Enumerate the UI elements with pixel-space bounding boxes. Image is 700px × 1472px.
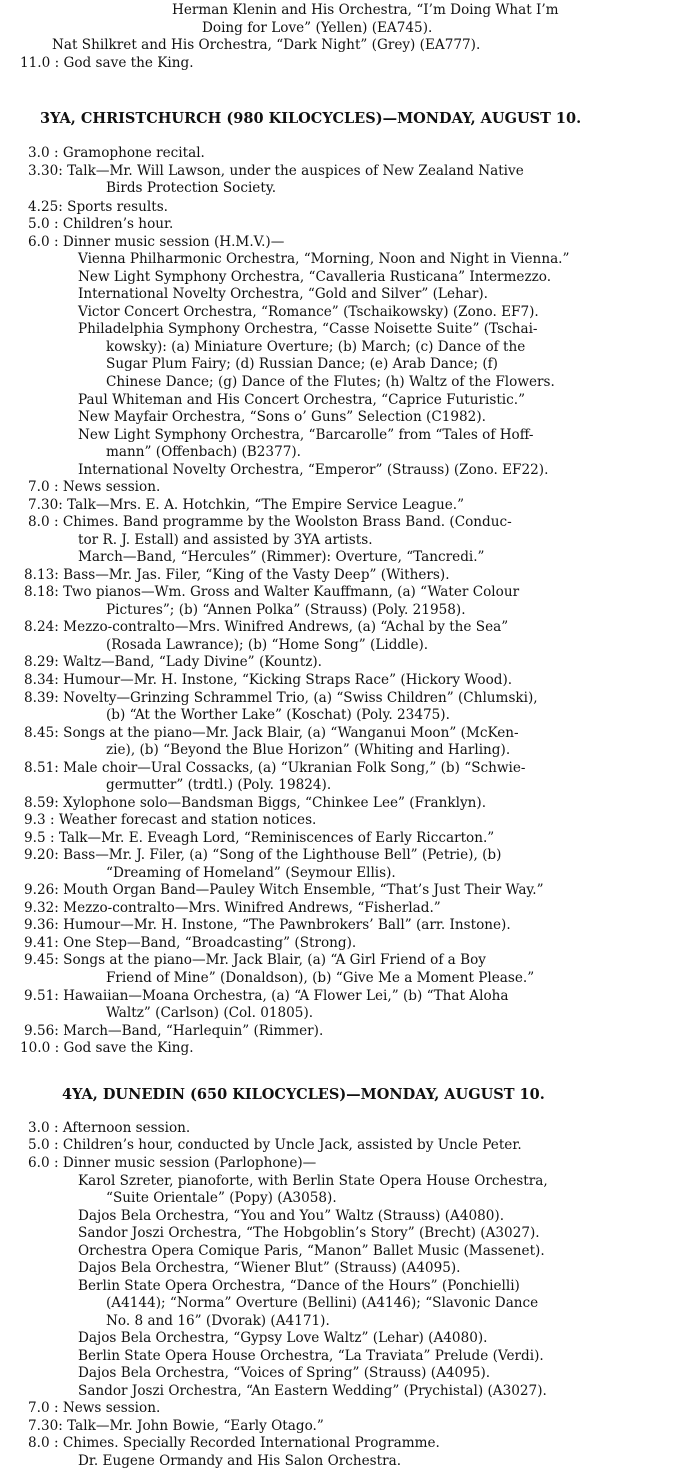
programme-line: 9.3 : Weather forecast and station notices. [24,812,317,829]
programme-line: germutter” (trdtl.) (Poly. 19824). [106,777,332,794]
programme-line: Orchestra Opera Comique Paris, “Manon” Ballet Music (Massenet). [78,1242,545,1259]
programme-line: New Mayfair Orchestra, “Sons o’ Guns” Selection (C1982). [78,409,486,426]
programme-line: No. 8 and 16” (Dvorak) (A4171). [106,1312,330,1329]
programme-line: Victor Concert Orchestra, “Romance” (Tschaikowsky) (Zono. EF7). [78,303,539,320]
programme-line: 8.59: Xylophone solo—Bandsman Biggs, “Chinkee Lee” (Franklyn). [24,794,487,811]
programme-line: Nat Shilkret and His Orchestra, “Dark Night” (Grey) (EA777). [52,37,481,54]
programme-line: Dajos Bela Orchestra, “Wiener Blut” (Strauss) (A4095). [78,1260,461,1277]
programme-line: Herman Klenin and His Orchestra, “I’m Doing What I’m [172,1,559,18]
programme-line: 9.51: Hawaiian—Moana Orchestra, (a) “A Flower Lei,” (b) “That Aloha [24,987,509,1004]
programme-line: Birds Protection Society. [106,180,277,197]
programme-line: International Novelty Orchestra, “Gold and Silver” (Lehar). [78,286,488,303]
programme-line: Waltz” (Carlson) (Col. 01805). [106,1005,314,1022]
programme-line: 3.0 : Gramophone recital. [28,145,205,162]
programme-line: Karol Szreter, pianoforte, with Berlin State Opera House Orchestra, [78,1172,548,1189]
programme-line: 11.0 : God save the King. [20,54,194,71]
section-heading-3ya: 3YA, CHRISTCHURCH (980 KILOCYCLES)—MONDAY, AUGUST 10. [40,110,582,128]
programme-line: zie), (b) “Beyond the Blue Horizon” (Whiting and Harling). [106,742,511,759]
programme-line: 7.30: Talk—Mr. John Bowie, “Early Otago.” [28,1417,324,1434]
programme-line: Philadelphia Symphony Orchestra, “Casse Noisette Suite” (Tschai- [78,321,538,338]
programme-line: 5.0 : Children’s hour. [28,216,174,233]
programme-line: Vienna Philharmonic Orchestra, “Morning, Noon and Night in Vienna.” [78,251,570,268]
programme-line: 9.5 : Talk—Mr. E. Eveagh Lord, “Reminiscences of Early Riccarton.” [24,829,495,846]
programme-line: Dajos Bela Orchestra, “You and You” Waltz (Strauss) (A4080). [78,1207,505,1224]
programme-line: Sandor Joszi Orchestra, “The Hobgoblin’s Story” (Brecht) (A3027). [78,1225,540,1242]
programme-line: New Light Symphony Orchestra, “Cavalleria Rusticana” Intermezzo. [78,268,552,285]
programme-line: (Rosada Lawrance); (b) “Home Song” (Liddle). [106,636,429,653]
programme-line: 8.13: Bass—Mr. Jas. Filer, “King of the Vasty Deep” (Withers). [24,566,450,583]
programme-line: 8.39: Novelty—Grinzing Schrammel Trio, (a) “Swiss Children” (Chlumski), [24,689,538,706]
programme-line: 9.41: One Step—Band, “Broadcasting” (Strong). [24,934,357,951]
programme-line: 9.32: Mezzo-contralto—Mrs. Winifred Andrews, “Fisherlad.” [24,899,441,916]
programme-line: 9.56: March—Band, “Harlequin” (Rimmer). [24,1022,324,1039]
programme-line: 3.0 : Afternoon session. [28,1119,191,1136]
programme-line: 6.0 : Dinner music session (H.M.V.)— [28,233,285,250]
programme-line: 8.18: Two pianos—Wm. Gross and Walter Kauffmann, (a) “Water Colour [24,584,520,601]
programme-line: Berlin State Opera House Orchestra, “La Traviata” Prelude (Verdi). [78,1347,544,1364]
programme-line: Doing for Love” (Yellen) (EA745). [202,19,433,36]
programme-line: 3.30: Talk—Mr. Will Lawson, under the auspices of New Zealand Native [28,162,524,179]
programme-line: mann” (Offenbach) (B2377). [106,444,301,461]
programme-line: (A4144); “Norma” Overture (Bellini) (A4146); “Slavonic Dance [106,1295,539,1312]
programme-line: New Light Symphony Orchestra, “Barcarolle” from “Tales of Hoff- [78,426,534,443]
programme-line: kowsky): (a) Miniature Overture; (b) March; (c) Dance of the [106,338,526,355]
section-heading-4ya: 4YA, DUNEDIN (650 KILOCYCLES)—MONDAY, AUGUST 10. [62,1085,545,1103]
programme-line: 7.0 : News session. [28,1400,161,1417]
programme-line: 6.0 : Dinner music session (Parlophone)— [28,1155,317,1171]
programme-line: Dr. Eugene Ormandy and His Salon Orchestra. [78,1453,402,1469]
programme-line: Sandor Joszi Orchestra, “An Eastern Wedding” (Prychistal) (A3027). [78,1382,547,1399]
programme-line: Dajos Bela Orchestra, “Gypsy Love Waltz” (Lehar) (A4080). [78,1330,488,1347]
programme-line: 9.45: Songs at the piano—Mr. Jack Blair, (a) “A Girl Friend of a Boy [24,952,486,969]
programme-line: International Novelty Orchestra, “Emperor” (Strauss) (Zono. EF22). [78,461,549,478]
programme-line: 10.0 : God save the King. [20,1040,194,1057]
programme-line: tor R. J. Estall) and assisted by 3YA artists. [78,531,373,548]
programme-line: Paul Whiteman and His Concert Orchestra, “Caprice Futuristic.” [78,391,526,408]
programme-line: 8.0 : Chimes. Specially Recorded International Programme. [28,1435,440,1452]
programme-line: 4.25: Sports results. [28,198,169,215]
programme-line: Berlin State Opera Orchestra, “Dance of the Hours” (Ponchielli) [78,1277,520,1294]
programme-line: 7.0 : News session. [28,479,161,496]
programme-line: “Dreaming of Homeland” (Seymour Ellis). [106,864,396,881]
programme-line: Dajos Bela Orchestra, “Voices of Spring” (Strauss) (A4095). [78,1365,491,1382]
programme-line: 8.24: Mezzo-contralto—Mrs. Winifred Andrews, (a) “Achal by the Sea” [24,619,509,636]
programme-line: Sugar Plum Fairy; (d) Russian Dance; (e) Arab Dance; (f) [106,356,498,373]
programme-line: (b) “At the Worther Lake” (Koschat) (Poly. 23475). [106,707,450,724]
programme-line: March—Band, “Hercules” (Rimmer): Overture, “Tancredi.” [78,549,485,566]
programme-line: Pictures”; (b) “Annen Polka” (Strauss) (Poly. 21958). [106,601,466,618]
programme-line: 8.29: Waltz—Band, “Lady Divine” (Kountz). [24,654,322,671]
programme-line: 5.0 : Children’s hour, conducted by Uncle Jack, assisted by Uncle Peter. [28,1137,522,1154]
programme-line: 9.20: Bass—Mr. J. Filer, (a) “Song of the Lighthouse Bell” (Petrie), (b) [24,847,502,864]
programme-line: 9.36: Humour—Mr. H. Instone, “The Pawnbrokers’ Ball” (arr. Instone). [24,917,511,934]
programme-line: 8.0 : Chimes. Band programme by the Woolston Brass Band. (Conduc- [28,514,512,531]
programme-line: 8.45: Songs at the piano—Mr. Jack Blair, (a) “Wanganui Moon” (McKen- [24,724,519,741]
programme-line: “Suite Orientale” (Popy) (A3058). [106,1190,337,1207]
programme-line: Friend of Mine” (Donaldson), (b) “Give Me a Moment Please.” [106,969,535,986]
programme-line: 8.34: Humour—Mr. H. Instone, “Kicking Straps Race” (Hickory Wood). [24,671,513,688]
programme-line: 8.51: Male choir—Ural Cossacks, (a) “Ukranian Folk Song,” (b) “Schwie- [24,759,526,776]
programme-line: 7.30: Talk—Mrs. E. A. Hotchkin, “The Empire Service League.” [28,496,465,513]
programme-line: Chinese Dance; (g) Dance of the Flutes; (h) Waltz of the Flowers. [106,373,555,390]
programme-line: 9.26: Mouth Organ Band—Pauley Witch Ensemble, “That’s Just Their Way.” [24,882,544,899]
